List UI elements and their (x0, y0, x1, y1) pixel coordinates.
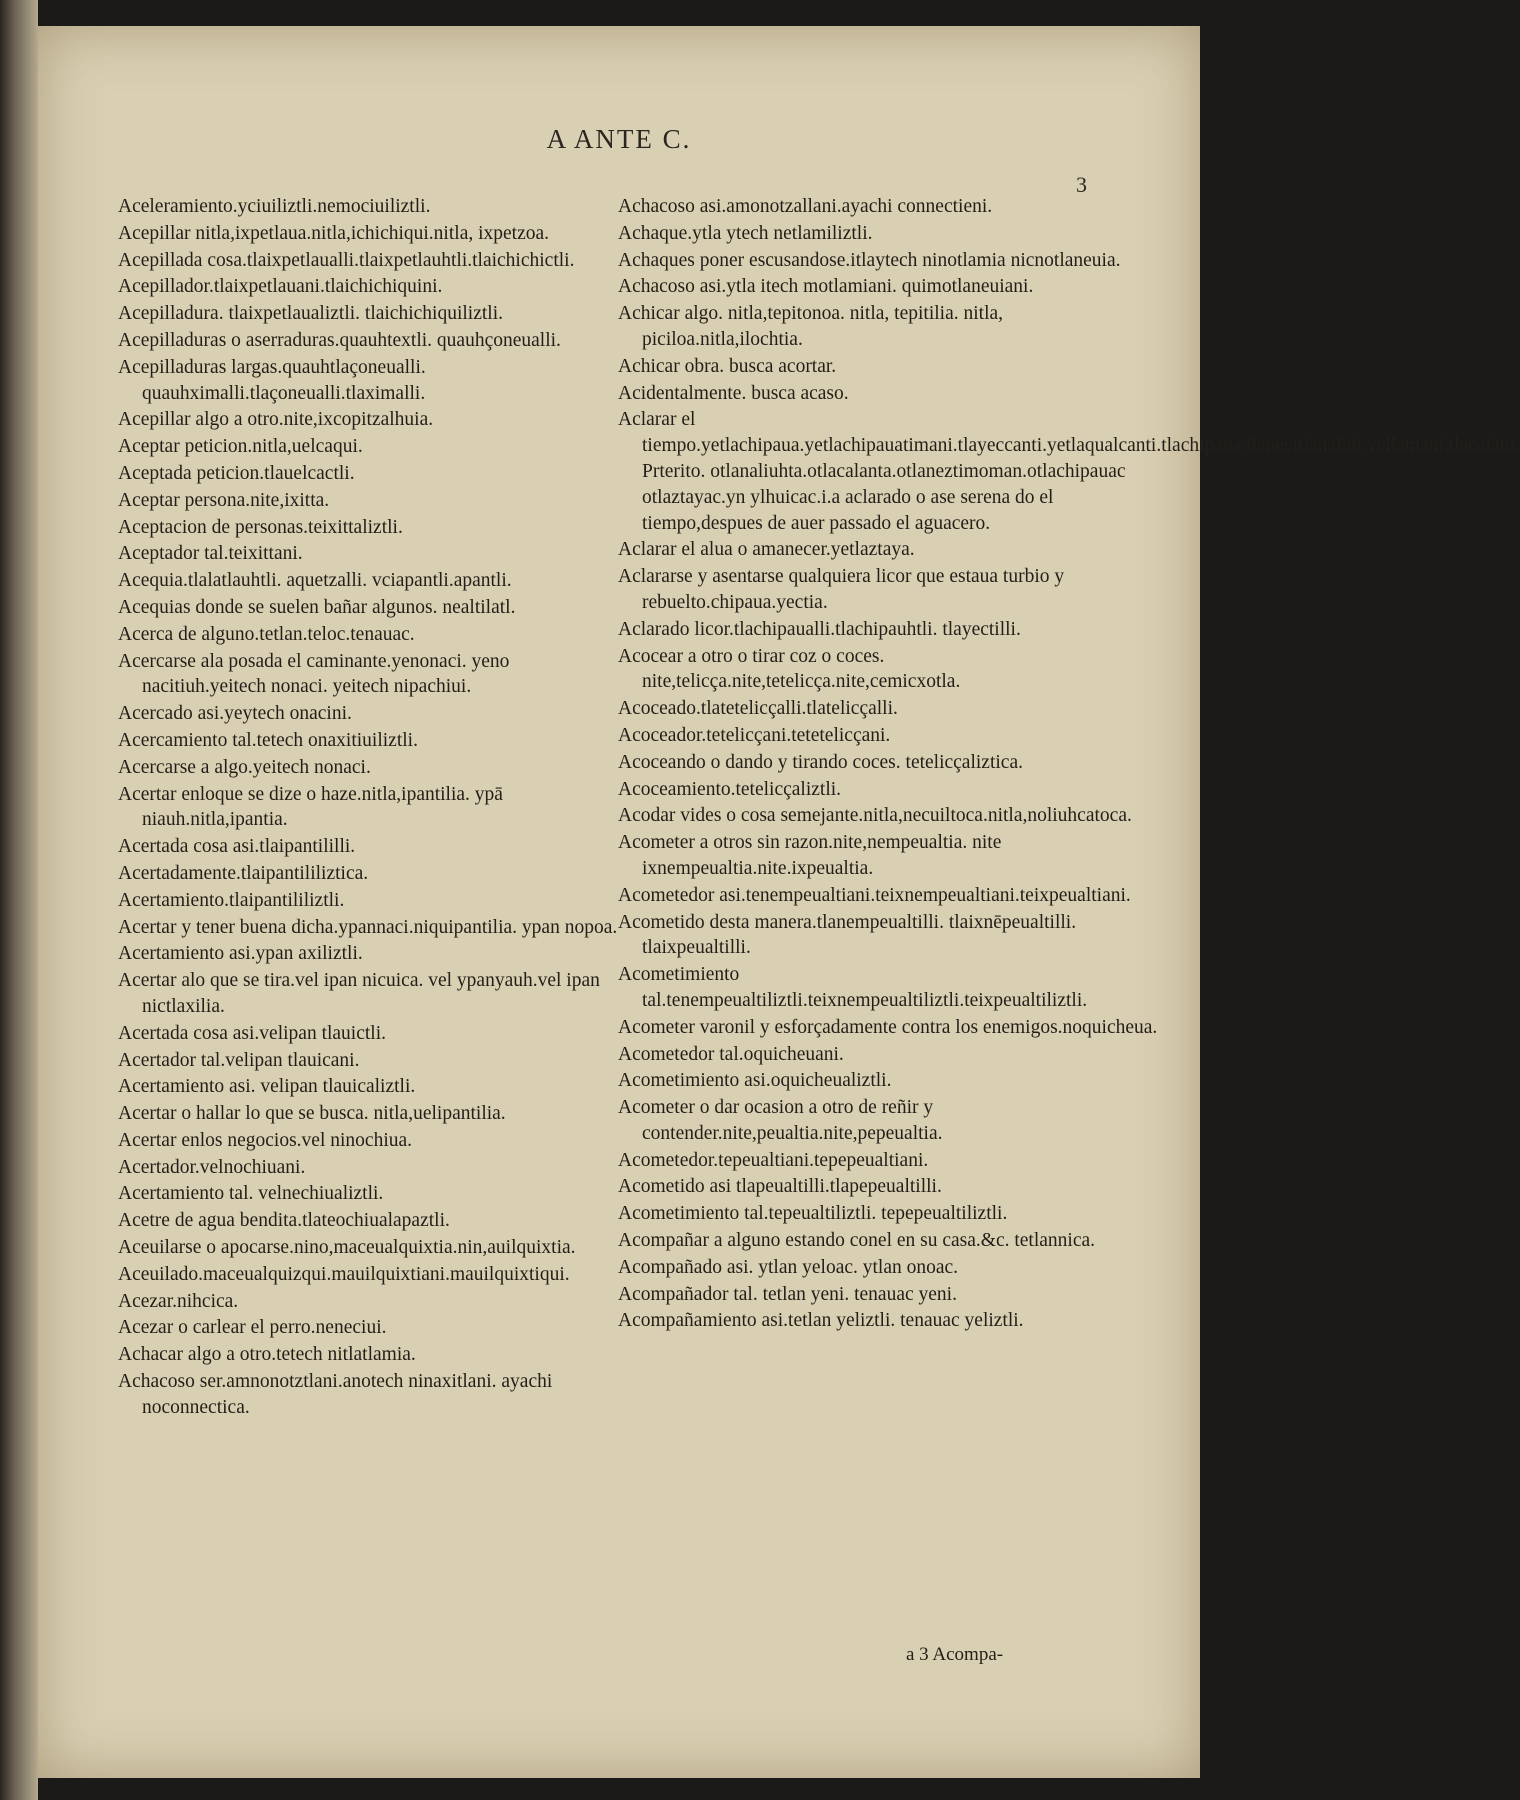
dictionary-entry: Acertar enlos negocios.vel ninochiua. (118, 1129, 413, 1151)
dictionary-entry: Achacar algo a otro.tetech nitlatlamia. (118, 1344, 416, 1366)
dictionary-entry: Acometido asi tlapeualtilli.tlapepeualtilli. (618, 1176, 942, 1198)
dictionary-entry: Acertadamente.tlaipantililiztica. (118, 862, 369, 884)
dictionary-entry: Achaques poner escusandose.itlaytech ninotlamia nicnotlaneuia. (618, 249, 1121, 271)
dictionary-entry: Achacoso asi.amonotzallani.ayachi connectieni. (618, 196, 993, 217)
previous-page-edge (0, 0, 38, 1800)
dictionary-entry: Aceptar persona.nite,ixitta. (118, 489, 330, 511)
dictionary-entry: Acoceador.tetelicçani.tetetelicçani. (618, 724, 891, 746)
dictionary-entry: Aceuilarse o apocarse.nino,maceualquixtia.nin,auilquixtia. (118, 1237, 576, 1259)
dictionary-entry: Acercamiento tal.tetech onaxitiuiliztli. (118, 729, 418, 751)
dictionary-entry: Acercarse ala posada el caminante.yenonaci. yeno nacitiuh.yeitech nonaci. yeitech nipachiui. (118, 650, 510, 698)
dictionary-entry: Acometer o dar ocasion a otro de reñir y contender.nite,peualtia.nite,pepeualtia. (618, 1097, 943, 1144)
dictionary-entry: Acertamiento asi.ypan axiliztli. (118, 943, 363, 965)
dictionary-entry: Acometedor tal.oquicheuani. (618, 1043, 844, 1065)
dictionary-entry: Acepillada cosa.tlaixpetlaualli.tlaixpetlauhtli.tlaichichictli. (118, 249, 575, 271)
dictionary-entry: Acometimiento asi.oquicheualiztli. (618, 1070, 892, 1092)
dictionary-entry: Aceptador tal.teixittani. (118, 543, 303, 565)
dictionary-entry: Aclarar el alua o amanecer.yetlaztaya. (618, 539, 915, 561)
dictionary-entry: Acompañado asi. ytlan yeloac. ytlan onoac. (618, 1256, 959, 1278)
dictionary-entry: Achicar obra. busca acortar. (618, 355, 837, 377)
dictionary-entry: Acezar o carlear el perro.neneciui. (118, 1317, 387, 1339)
dictionary-entry: Acerca de alguno.tetlan.teloc.tenauac. (118, 623, 415, 645)
dictionary-entry: Acequias donde se suelen bañar algunos. nealtilatl. (118, 596, 516, 618)
dictionary-entry: Acercado asi.yeytech onacini. (118, 703, 352, 725)
dictionary-entry: Acepilladura. tlaixpetlaualiztli. tlaichichiquiliztli. (118, 303, 503, 325)
dictionary-entry: Acertador tal.velipan tlauicani. (118, 1049, 360, 1071)
dictionary-entry: Aceptar peticion.nitla,uelcaqui. (118, 436, 363, 458)
dictionary-entry: Acertar o hallar lo que se busca. nitla,uelipantilia. (118, 1103, 506, 1125)
right-column (618, 194, 1520, 1335)
dictionary-entry: Acertar y tener buena dicha.ypannaci.niquipantilia. ypan nopoa. (118, 916, 618, 938)
dictionary-entry: Acometedor.tepeualtiani.tepepeualtiani. (618, 1149, 929, 1171)
dictionary-entry: Acometer varonil y esforçadamente contra los enemigos.noquicheua. (618, 1016, 1158, 1038)
page-number: 3 (1076, 172, 1087, 197)
dictionary-entry: Achaque.ytla ytech netlamiliztli. (618, 222, 873, 244)
dictionary-entry: Acodar vides o cosa semejante.nitla,necuiltoca.nitla,noliuhcatoca. (618, 805, 1132, 827)
dictionary-entry: Acompañamiento asi.tetlan yeliztli. tenauac yeliztli. (618, 1310, 1024, 1332)
dictionary-entry: Acepilladuras largas.quauhtlaçoneualli. quauhximalli.tlaçoneualli.tlaximalli. (118, 356, 426, 404)
dictionary-entry: Acertada cosa asi.velipan tlauictli. (118, 1022, 387, 1044)
dictionary-entry: Acetre de agua bendita.tlateochiualapaztli. (118, 1210, 450, 1232)
dictionary-entry: Achacoso asi.ytla itech motlamiani. quimotlaneuiani. (618, 276, 1034, 298)
dictionary-entry: Acepillar algo a otro.nite,ixcopitzalhuia. (118, 409, 434, 431)
dictionary-entry: Aceptada peticion.tlauelcactli. (118, 462, 355, 484)
dictionary-entry: Aceleramiento.yciuiliztli.nemociuiliztli. (118, 196, 431, 217)
dictionary-entry: Aclarar el tiempo.yetlachipaua.yetlachipauatimani.tlayeccanti.yetlaqualcanti.tlachipaua.tlanecitlanaliui.vellamani.tlacalani. Prterito. otlanaliuhta.otlacalanta.otlaneztimoman.otlachipauac otlaztayac.yn ylhuicac.i.a aclarado o ase serena do el tiempo,despues de auer passado el aguacero. (618, 409, 1520, 534)
dictionary-entry: Aceptacion de personas.teixittaliztli. (118, 516, 403, 538)
dictionary-entry: Aclararse y asentarse qualquiera licor que estaua turbio y rebuelto.chipaua.yectia. (618, 566, 1065, 613)
dictionary-entry: Acertar alo que se tira.vel ipan nicuica. vel ypanyauh.vel ipan nictlaxilia. (118, 970, 600, 1017)
dictionary-entry: Acometimiento tal.tenempeualtiliztli.teixnempeualtiliztli.teixpeualtiliztli. (618, 964, 1088, 1011)
book-page (38, 26, 1520, 1778)
dictionary-entry: Acompañar a alguno estando conel en su casa.&c. tetlannica. (618, 1230, 1096, 1252)
dictionary-entry: Acocear a otro o tirar coz o coces. nite,telicça.nite,tetelicça.nite,cemicxotla. (618, 645, 961, 693)
dictionary-entry: Acercarse a algo.yeitech nonaci. (118, 756, 371, 778)
dictionary-entry: Acometimiento tal.tepeualtiliztli. tepepeualtiliztli. (618, 1203, 1008, 1225)
dictionary-entry: Acertamiento tal. velnechiualiztli. (118, 1183, 384, 1205)
dictionary-entry: Acoceamiento.tetelicçaliztli. (618, 778, 842, 800)
dictionary-entry: Acertada cosa asi.tlaipantililli. (118, 836, 356, 858)
dictionary-entry: Achicar algo. nitla,tepitonoa. nitla, tepitilia. nitla, piciloa.nitla,ilochtia. (618, 303, 1004, 350)
dictionary-entry: Acepillador.tlaixpetlauani.tlaichichiquini. (118, 276, 443, 298)
dictionary-entry: Acezar.nihcica. (118, 1290, 239, 1312)
dictionary-entry: Acometido desta manera.tlanempeualtilli. tlaixnēpeualtilli. tlaixpeualtilli. (618, 911, 1077, 959)
dictionary-entry: Acertamiento asi. velipan tlauicaliztli. (118, 1076, 416, 1098)
left-column (118, 194, 623, 1422)
dictionary-entry: Acometer a otros sin razon.nite,nempeualtia. nite ixnempeualtia.nite.ixpeualtia. (618, 832, 1002, 879)
dictionary-entry: Achacoso ser.amnonotztlani.anotech ninaxitlani. ayachi noconnectica. (118, 1371, 553, 1418)
dictionary-entry: Aceuilado.maceualquizqui.mauilquixtiani.mauilquixtiqui. (118, 1263, 570, 1285)
dictionary-entry: Acertar enloque se dize o haze.nitla,ipantilia. ypā niauh.nitla,ipantia. (118, 783, 503, 831)
dictionary-entry: Acepillar nitla,ixpetlaua.nitla,ichichiqui.nitla, ixpetzoa. (118, 222, 550, 244)
dictionary-entry: Acoceando o dando y tirando coces. tetelicçaliztica. (618, 751, 1023, 773)
dictionary-entry: Aclarado licor.tlachipaualli.tlachipauhtli. tlayectilli. (618, 618, 1021, 640)
dictionary-entry: Acoceado.tlatetelicçalli.tlatelicçalli. (618, 698, 898, 720)
dictionary-entry: Acequia.tlalatlauhtli. aquetzalli. vciapantli.apantli. (118, 570, 512, 592)
running-head: A ANTE C. (546, 124, 692, 154)
dictionary-entry: Acompañador tal. tetlan yeni. tenauac yeni. (618, 1283, 957, 1305)
dictionary-entry: Acometedor asi.tenempeualtiani.teixnempeualtiani.teixpeualtiani. (618, 884, 1131, 906)
dictionary-entry: Acidentalmente. busca acaso. (618, 382, 849, 404)
dictionary-entry: Acertamiento.tlaipantililiztli. (118, 889, 345, 911)
dictionary-entry: Acertador.velnochiuani. (118, 1156, 306, 1178)
catchword: a 3 Acompa- (906, 1644, 1004, 1665)
dictionary-entry: Acepilladuras o aserraduras.quauhtextli. quauhçoneualli. (118, 329, 561, 351)
